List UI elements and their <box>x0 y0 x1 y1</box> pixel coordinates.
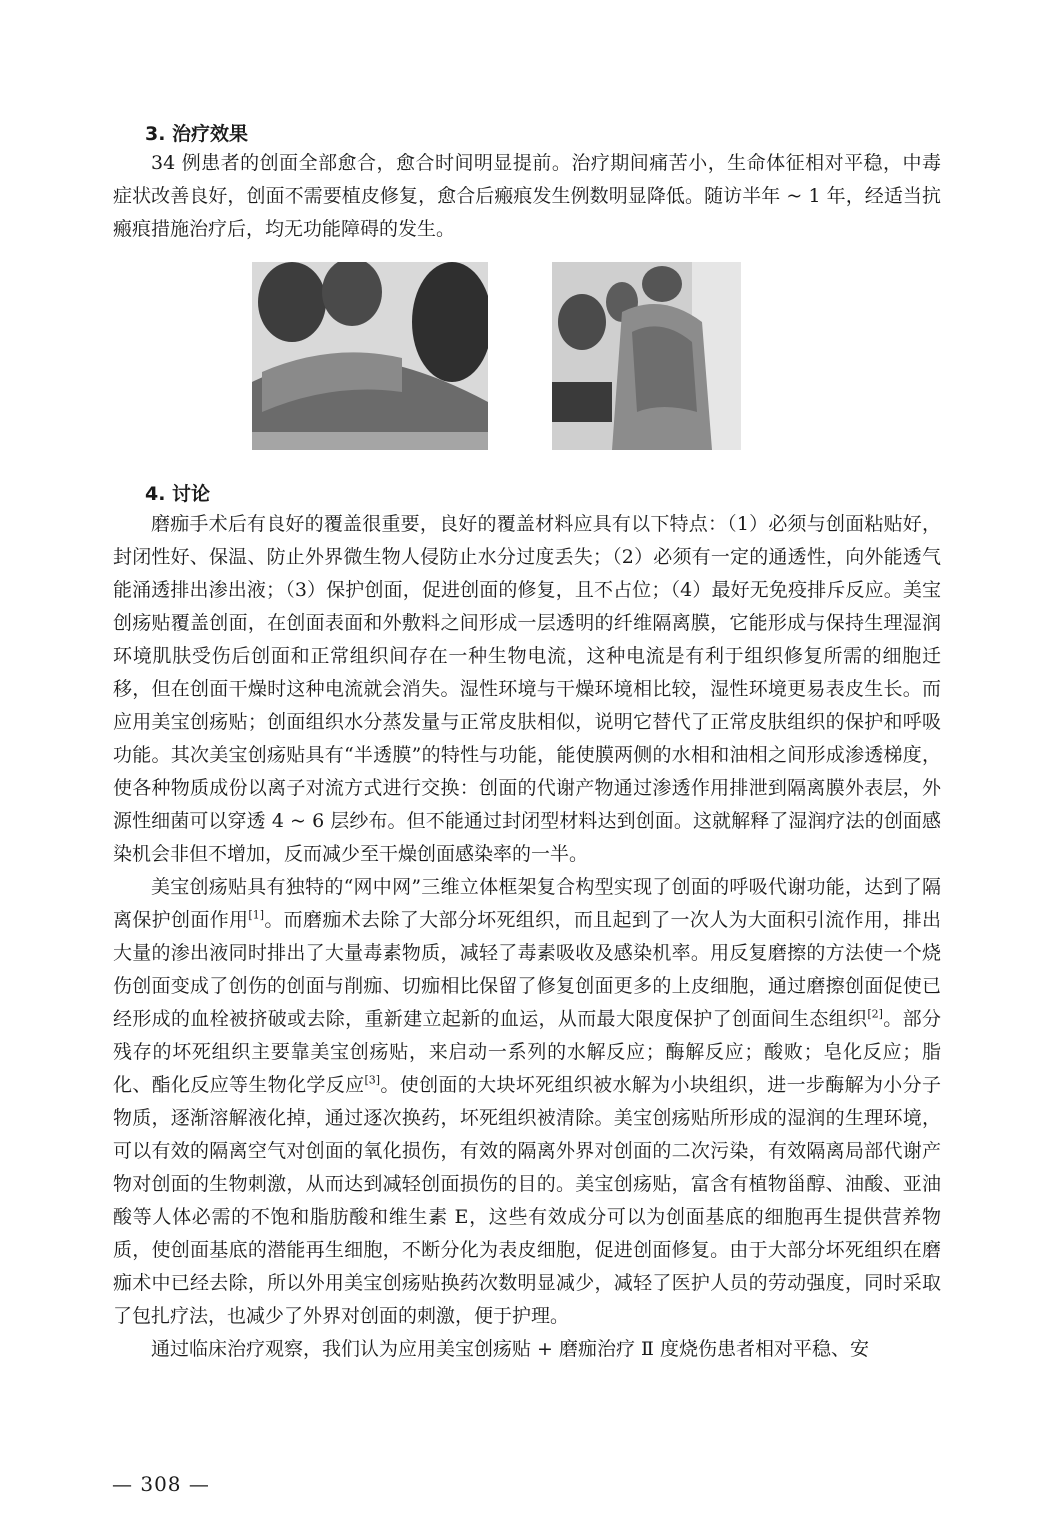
text-run: 美宝创疡贴具有独特的“网中网”三维立体框架复合构型实现了创面的呼吸代谢功能，达到了隔离保护创面作用 <box>113 876 941 931</box>
figure-photo-patient <box>552 262 741 450</box>
section-treatment-effect-body <box>113 147 941 246</box>
photo-patient-back-icon <box>552 262 741 450</box>
text-run: 。部分残存的坏死组织主要靠美宝创疡贴，来启动一系列的水解反应；酶解反应；酸败；皂化反应；脂化、酯化反应等生物化学反应 <box>113 1008 941 1096</box>
section-discussion-body <box>113 508 941 1366</box>
citation-ref: [1] <box>248 908 264 922</box>
text-run: 。使创面的大块坏死组织被水解为小块组织，进一步酶解为小分子物质，逐渐溶解液化掉，通过逐次换药，坏死组织被清除。美宝创疡贴所形成的湿润的生理环境，可以有效的隔离空气对创面的氧化损伤，有效的隔离外界对创面的二次污染，有效隔离局部代谢产物对创面的生物刺激，从而达到减轻创面损伤的目的。美宝创疡贴，富含有植物甾醇、油酸、亚油酸等人体必需的不饱和脂肪酸和维生素 E，这些有效成分可以为创面基底的细胞再生提供营养物质，使创面基底的潜能再生细胞，不断分化为表皮细胞，促进创面修复。由于大部分坏死组织在磨痂术中已经去除，所以外用美宝创疡贴换药次数明显减少，减轻了医护人员的劳动强度，同时采取了包扎疗法，也减少了外界对创面的刺激，便于护理。 <box>113 1074 941 1327</box>
paragraph <box>113 871 941 1333</box>
text-run: 。而磨痂术去除了大部分坏死组织，而且起到了一次人为大面积引流作用，排出大量的渗出液同时排出了大量毒素物质，减轻了毒素吸收及感染机率。用反复磨擦的方法使一个烧伤创面变成了创伤的创面与削痂、切痂相比保留了修复创面更多的上皮细胞，通过磨擦创面促使已经形成的血栓被挤破或去除，重新建立起新的血运，从而最大限度保护了创面间生态组织 <box>113 909 941 1030</box>
section-treatment-effect <box>113 122 941 146</box>
section-heading: 4. 讨论 <box>145 483 211 505</box>
citation-ref: [2] <box>867 1007 883 1021</box>
citation-ref: [3] <box>364 1073 381 1087</box>
section-heading: 3. 治疗效果 <box>145 123 249 145</box>
section-discussion <box>113 482 941 506</box>
paragraph: 34 例患者的创面全部愈合，愈合时间明显提前。治疗期间痛苦小，生命体征相对平稳，中毒症状改善良好，创面不需要植皮修复，愈合后瘢痕发生例数明显降低。随访半年 ~ 1 年，经适当抗瘢痕措施治疗后，均无功能障碍的发生。 <box>113 152 941 240</box>
paragraph: 磨痂手术后有良好的覆盖很重要，良好的覆盖材料应具有以下特点：（1）必须与创面粘贴好，封闭性好、保温、防止外界微生物人侵防止水分过度丢失；（2）必须有一定的通透性，向外能透气能涌透排出渗出液；（3）保护创面，促进创面的修复，且不占位；（4）最好无免疫排斥反应。美宝创疡贴覆盖创面，在创面表面和外敷料之间形成一层透明的纤维隔离膜，它能形成与保持生理湿润环境肌肤受伤后创面和正常组织间存在一种生物电流，这种电流是有利于组织修复所需的细胞迁移，但在创面干燥时这种电流就会消失。湿性环境与干燥环境相比较，湿性环境更易表皮生长。而应用美宝创疡贴；创面组织水分蒸发量与正常皮肤相似，说明它替代了正常皮肤组织的保护和呼吸功能。其次美宝创疡贴具有“半透膜”的特性与功能，能使膜两侧的水相和油相之间形成渗透梯度，使各种物质成份以离子对流方式进行交换：创面的代谢产物通过渗透作用排泄到隔离膜外表层，外源性细菌可以穿透 4 ~ 6 层纱布。但不能通过封闭型材料达到创面。这就解释了湿润疗法的创面感染机会非但不增加，反而减少至干燥创面感染率的一半。 <box>113 513 941 865</box>
page-number: — 308 — <box>112 1472 210 1496</box>
photo-surgical-team-icon <box>252 262 488 450</box>
figure-photo-surgery <box>252 262 488 450</box>
paragraph: 通过临床治疗观察，我们认为应用美宝创疡贴 + 磨痂治疗 Ⅱ 度烧伤患者相对平稳、安 <box>151 1338 869 1360</box>
